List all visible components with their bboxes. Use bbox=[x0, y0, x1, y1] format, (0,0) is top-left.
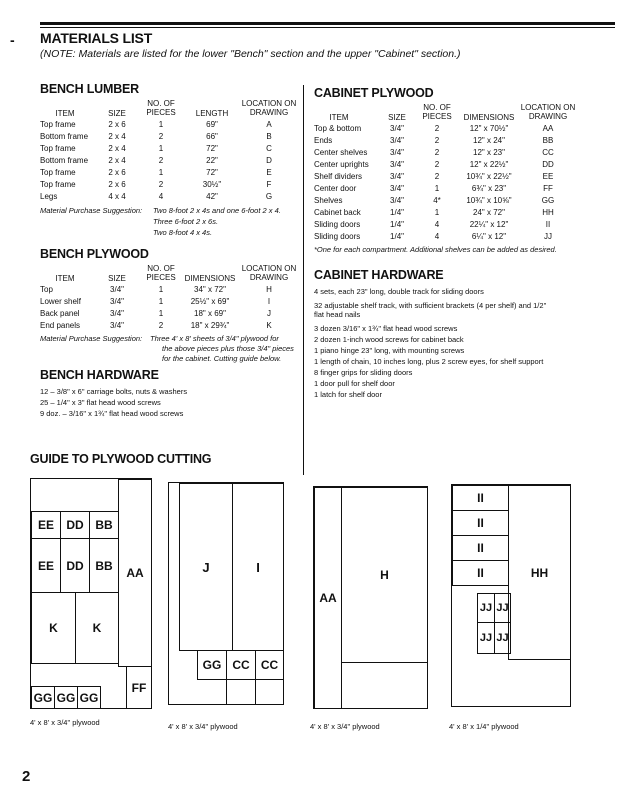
table-cell: 1 bbox=[158, 297, 164, 306]
table-cell: 6¼" x 12" bbox=[471, 232, 507, 241]
table-cell: B bbox=[266, 132, 272, 141]
bench-plywood-suggestion-label: Material Purchase Suggestion: bbox=[40, 334, 143, 343]
table-cell: 3/4" bbox=[390, 136, 404, 145]
sheet-4-caption: 4' x 8' x 1/4" plywood bbox=[449, 722, 519, 731]
bench-plywood-suggestion-1: Three 4' x 8' sheets of 3/4" plywood for bbox=[150, 334, 279, 343]
piece-k: K bbox=[31, 592, 76, 664]
piece-gg: GG bbox=[31, 686, 55, 709]
table-cell: 4 x 4 bbox=[108, 192, 126, 201]
table-cell: Top & bottom bbox=[314, 124, 362, 133]
table-cell: 3/4" bbox=[390, 148, 404, 157]
piece-k: K bbox=[75, 592, 119, 664]
table-cell: 4 bbox=[434, 220, 440, 229]
table-cell: 42" bbox=[206, 192, 218, 201]
table-cell: 3/4" bbox=[390, 184, 404, 193]
table-cell: 1 bbox=[158, 309, 164, 318]
bench-plywood-suggestion-2: the above pieces plus those 3/4" pieces bbox=[162, 344, 294, 353]
piece-i: I bbox=[232, 483, 284, 651]
table-cell: 3/4" bbox=[110, 321, 124, 330]
table-cell: 1 bbox=[158, 144, 164, 153]
table-row bbox=[314, 123, 579, 135]
table-cell: 2 bbox=[434, 136, 440, 145]
piece-dd: DD bbox=[60, 511, 90, 539]
table-cell: Center door bbox=[314, 184, 357, 193]
piece-cc: CC bbox=[226, 650, 256, 680]
column-divider bbox=[303, 85, 304, 475]
table-cell: 1/4" bbox=[390, 208, 404, 217]
piece-ii: II bbox=[452, 510, 509, 536]
col-pieces: NO. OF PIECES bbox=[146, 264, 176, 282]
plywood-sheet-4 bbox=[451, 484, 571, 707]
table-cell: 18" x 69" bbox=[194, 309, 226, 318]
table-cell: 2 x 6 bbox=[108, 120, 126, 129]
table-cell: Top frame bbox=[40, 180, 76, 189]
list-item: 32 adjustable shelf track, with sufficient brackets (4 per shelf) and 1/2" bbox=[314, 301, 547, 310]
piece-j: J bbox=[179, 483, 233, 651]
col-size: SIZE bbox=[108, 274, 126, 283]
plywood-sheet-2 bbox=[168, 482, 284, 705]
table-cell: 2 bbox=[158, 156, 164, 165]
table-row bbox=[314, 231, 579, 243]
table-cell: 72" bbox=[206, 144, 218, 153]
top-rule bbox=[40, 22, 615, 25]
table-cell: 10¾" x 10⅝" bbox=[466, 196, 512, 205]
piece-aa: AA bbox=[314, 487, 342, 709]
table-row bbox=[40, 191, 300, 203]
list-item: 9 doz. – 3/16" x 1¾" flat head wood screws bbox=[40, 409, 184, 418]
piece-ii: II bbox=[452, 560, 509, 586]
table-cell: 2 x 6 bbox=[108, 168, 126, 177]
piece-ee: EE bbox=[31, 511, 61, 539]
table-cell: 34" x 72" bbox=[194, 285, 226, 294]
table-cell: Sliding doors bbox=[314, 232, 361, 241]
col-length: LENGTH bbox=[195, 109, 229, 118]
list-item: 8 finger grips for sliding doors bbox=[314, 368, 413, 377]
table-cell: 4 bbox=[434, 232, 440, 241]
cabinet-plywood-table bbox=[314, 103, 579, 243]
piece-jj: JJ bbox=[494, 622, 511, 654]
col-item: ITEM bbox=[329, 113, 349, 122]
table-cell: 1/4" bbox=[390, 220, 404, 229]
table-cell: Top frame bbox=[40, 168, 76, 177]
col-dimensions: DIMENSIONS bbox=[463, 113, 515, 122]
table-row bbox=[40, 179, 300, 191]
table-row bbox=[314, 219, 579, 231]
piece-hh: HH bbox=[508, 485, 571, 660]
sheet-2-caption: 4' x 8' x 3/4" plywood bbox=[168, 722, 238, 731]
list-item: 12 – 3/8" x 6" carriage bolts, nuts & washers bbox=[40, 387, 188, 396]
bench-lumber-title: BENCH LUMBER bbox=[40, 82, 139, 96]
table-cell: 2 bbox=[434, 148, 440, 157]
table-cell: Legs bbox=[40, 192, 58, 201]
margin-mark: - bbox=[10, 32, 15, 48]
table-row bbox=[314, 159, 579, 171]
table-cell: 2 x 6 bbox=[108, 180, 126, 189]
table-cell: 30½" bbox=[202, 180, 222, 189]
table-cell: AA bbox=[542, 124, 554, 133]
cabinet-hardware-title: CABINET HARDWARE bbox=[314, 268, 444, 282]
col-size: SIZE bbox=[388, 113, 406, 122]
piece-bb: BB bbox=[89, 511, 119, 539]
list-item: 4 sets, each 23" long, double track for sliding doors bbox=[314, 287, 484, 296]
table-cell: E bbox=[266, 168, 272, 177]
table-cell: 72" bbox=[206, 168, 218, 177]
table-cell: 25½" x 69" bbox=[190, 297, 230, 306]
piece-gg: GG bbox=[54, 686, 78, 709]
table-header bbox=[40, 264, 300, 284]
table-cell: 22" bbox=[206, 156, 218, 165]
bench-lumber-suggestion-3: Two 8-foot 4 x 4s. bbox=[153, 228, 213, 237]
bench-plywood-title: BENCH PLYWOOD bbox=[40, 247, 149, 261]
table-cell: 3/4" bbox=[390, 160, 404, 169]
sheet-1-caption: 4' x 8' x 3/4" plywood bbox=[30, 718, 100, 727]
table-cell: D bbox=[266, 156, 272, 165]
page-title: MATERIALS LIST bbox=[40, 30, 153, 46]
table-cell: 6¾" x 23" bbox=[471, 184, 507, 193]
table-cell: 2 bbox=[434, 124, 440, 133]
table-cell: 10¾" x 22½" bbox=[466, 172, 512, 181]
piece-ii: II bbox=[452, 485, 509, 511]
table-cell: G bbox=[265, 192, 273, 201]
piece-jj: JJ bbox=[494, 593, 511, 623]
table-cell: A bbox=[266, 120, 272, 129]
table-cell: 12" x 70½" bbox=[469, 124, 509, 133]
list-item: 2 dozen 1-inch wood screws for cabinet back bbox=[314, 335, 464, 344]
bench-lumber-suggestion-2: Three 6-foot 2 x 6s. bbox=[153, 217, 219, 226]
table-cell: 1 bbox=[158, 120, 164, 129]
table-cell: HH bbox=[542, 208, 554, 217]
table-cell: Center shelves bbox=[314, 148, 368, 157]
cabinet-plywood-title: CABINET PLYWOOD bbox=[314, 86, 434, 100]
table-cell: 2 x 4 bbox=[108, 144, 126, 153]
piece-gg: GG bbox=[77, 686, 101, 709]
piece-aa: AA bbox=[118, 479, 152, 667]
piece-ii: II bbox=[452, 535, 509, 561]
table-row bbox=[40, 296, 300, 308]
table-cell: 3/4" bbox=[110, 285, 124, 294]
table-cell: 4* bbox=[433, 196, 441, 205]
piece-jj: JJ bbox=[477, 622, 495, 654]
table-cell: K bbox=[266, 321, 272, 330]
table-row bbox=[40, 155, 300, 167]
piece-h: H bbox=[341, 487, 428, 663]
list-item: 1 length of chain, 10 inches long, plus 2 screw eyes, for shelf support bbox=[314, 357, 544, 366]
table-cell: Shelves bbox=[314, 196, 343, 205]
list-item: flat head nails bbox=[314, 310, 361, 319]
table-cell: Bottom frame bbox=[40, 132, 89, 141]
plywood-sheet-3 bbox=[313, 486, 428, 709]
col-location: LOCATION ON DRAWING bbox=[241, 264, 297, 282]
col-item: ITEM bbox=[55, 274, 75, 283]
table-cell: H bbox=[266, 285, 272, 294]
table-cell: Top frame bbox=[40, 144, 76, 153]
bench-lumber-suggestion-label: Material Purchase Suggestion: bbox=[40, 206, 143, 215]
table-cell: JJ bbox=[544, 232, 552, 241]
table-cell: 3/4" bbox=[390, 196, 404, 205]
cabinet-plywood-footnote: *One for each compartment. Additional shelves can be added as desired. bbox=[314, 245, 557, 254]
table-cell: 1 bbox=[158, 168, 164, 177]
piece-gg: GG bbox=[197, 650, 227, 680]
list-item: 3 dozen 3/16" x 1¾" flat head wood screws bbox=[314, 324, 458, 333]
table-cell: EE bbox=[542, 172, 554, 181]
table-cell: Ends bbox=[314, 136, 333, 145]
table-row bbox=[314, 171, 579, 183]
table-cell: Back panel bbox=[40, 309, 80, 318]
table-cell: F bbox=[266, 180, 272, 189]
table-cell: 2 bbox=[434, 160, 440, 169]
table-cell: I bbox=[267, 297, 271, 306]
table-cell: 2 bbox=[158, 321, 164, 330]
table-cell: 22¼" x 12" bbox=[469, 220, 509, 229]
table-cell: 3/4" bbox=[110, 309, 124, 318]
table-cell: Sliding doors bbox=[314, 220, 361, 229]
table-row bbox=[314, 207, 579, 219]
plywood-sheet-1 bbox=[30, 478, 152, 709]
table-cell: Top bbox=[40, 285, 53, 294]
table-cell: 1 bbox=[158, 285, 164, 294]
col-pieces: NO. OF PIECES bbox=[422, 103, 452, 121]
table-cell: Bottom frame bbox=[40, 156, 89, 165]
table-row bbox=[40, 119, 300, 131]
sheet-3-caption: 4' x 8' x 3/4" plywood bbox=[310, 722, 380, 731]
piece-ff: FF bbox=[126, 666, 152, 709]
bench-lumber-table bbox=[40, 99, 300, 203]
table-row bbox=[40, 284, 300, 296]
list-item: 1 door pull for shelf door bbox=[314, 379, 395, 388]
table-cell: J bbox=[267, 309, 271, 318]
table-cell: 12" x 23" bbox=[473, 148, 505, 157]
table-cell: 2 bbox=[158, 132, 164, 141]
table-cell: 1 bbox=[434, 184, 440, 193]
piece-jj: JJ bbox=[477, 593, 495, 623]
list-item: 1 latch for shelf door bbox=[314, 390, 382, 399]
bench-lumber-suggestion-1: Two 8-foot 2 x 4s and one 6-foot 2 x 4. bbox=[153, 206, 281, 215]
table-row bbox=[40, 143, 300, 155]
table-cell: GG bbox=[541, 196, 555, 205]
table-cell: 2 bbox=[434, 172, 440, 181]
table-cell: 24" x 72" bbox=[473, 208, 505, 217]
top-rule-thin bbox=[40, 27, 615, 28]
table-cell: 66" bbox=[206, 132, 218, 141]
col-location: LOCATION ON DRAWING bbox=[241, 99, 297, 117]
list-item: 25 – 1/4" x 3" flat head wood screws bbox=[40, 398, 161, 407]
table-header bbox=[314, 103, 579, 123]
table-cell: 69" bbox=[206, 120, 218, 129]
table-cell: 4 bbox=[158, 192, 164, 201]
table-cell: BB bbox=[542, 136, 554, 145]
table-cell: 12" x 22½" bbox=[469, 160, 509, 169]
col-dimensions: DIMENSIONS bbox=[184, 274, 236, 283]
table-cell: Center uprights bbox=[314, 160, 369, 169]
table-cell: 2 x 4 bbox=[108, 156, 126, 165]
table-row bbox=[314, 183, 579, 195]
table-cell: DD bbox=[542, 160, 554, 169]
table-row bbox=[40, 167, 300, 179]
table-cell: 3/4" bbox=[110, 297, 124, 306]
bench-hardware-title: BENCH HARDWARE bbox=[40, 368, 159, 382]
cutting-guide-title: GUIDE TO PLYWOOD CUTTING bbox=[30, 452, 212, 466]
table-row bbox=[40, 131, 300, 143]
col-size: SIZE bbox=[108, 109, 126, 118]
piece-blank bbox=[226, 679, 256, 705]
table-cell: 2 bbox=[158, 180, 164, 189]
table-header bbox=[40, 99, 300, 119]
col-location: LOCATION ON DRAWING bbox=[520, 103, 576, 121]
table-cell: II bbox=[545, 220, 551, 229]
table-cell: Cabinet back bbox=[314, 208, 361, 217]
table-cell: 18" x 29¾" bbox=[190, 321, 230, 330]
page-note: (NOTE: Materials are listed for the lower "Bench" section and the upper "Cabinet" section.) bbox=[40, 48, 461, 60]
table-row bbox=[314, 135, 579, 147]
table-cell: 2 x 4 bbox=[108, 132, 126, 141]
table-cell: 3/4" bbox=[390, 124, 404, 133]
bench-hardware-list bbox=[40, 386, 187, 419]
piece-dd: DD bbox=[60, 538, 90, 593]
table-cell: 3/4" bbox=[390, 172, 404, 181]
table-cell: Top frame bbox=[40, 120, 76, 129]
table-cell: Lower shelf bbox=[40, 297, 81, 306]
table-cell: C bbox=[266, 144, 272, 153]
bench-plywood-table bbox=[40, 264, 300, 332]
cabinet-hardware-list bbox=[314, 286, 546, 400]
table-row bbox=[314, 195, 579, 207]
table-cell: 1/4" bbox=[390, 232, 404, 241]
piece-ee: EE bbox=[31, 538, 61, 593]
table-row bbox=[40, 308, 300, 320]
table-cell: Shelf dividers bbox=[314, 172, 363, 181]
table-cell: End panels bbox=[40, 321, 81, 330]
page-number: 2 bbox=[22, 768, 31, 785]
list-item: 1 piano hinge 23" long, with mounting screws bbox=[314, 346, 465, 355]
table-row bbox=[314, 147, 579, 159]
col-pieces: NO. OF PIECES bbox=[146, 99, 176, 117]
table-cell: 12" x 24" bbox=[473, 136, 505, 145]
piece-cc: CC bbox=[255, 650, 284, 680]
table-cell: 1 bbox=[434, 208, 440, 217]
table-row bbox=[40, 320, 300, 332]
table-cell: FF bbox=[543, 184, 553, 193]
piece-bb: BB bbox=[89, 538, 119, 593]
table-cell: CC bbox=[542, 148, 554, 157]
col-item: ITEM bbox=[55, 109, 75, 118]
bench-plywood-suggestion-3: for the cabinet. Cutting guide below. bbox=[162, 354, 282, 363]
